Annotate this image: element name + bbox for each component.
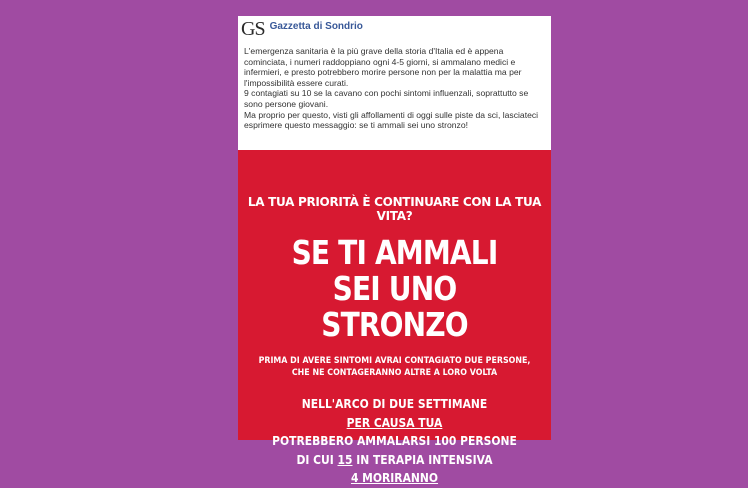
post-text [238,42,551,150]
poster-stats [260,395,529,488]
poster-question: LA TUA PRIORITÀ È CONTINUARE CON LA TUA VITA? [247,195,542,223]
headline-line-1: SE TI AMMALI [291,233,498,272]
stats-line-4-number: 15 [337,451,353,467]
subtext-line-1: PRIMA DI AVERE SINTOMI AVRAI CONTAGIATO DUE PERSONE, [258,356,531,366]
headline-line-2: SEI UNO STRONZO [321,269,468,344]
post-paragraph: L'emergenza sanitaria è la più grave della storia d'Italia ed è appena cominciata, i numeri raddoppiano ogni 4-5 giorni, si ammalano medici e infermieri, e presto potrebbero morire persone non per la malattia ma per l'impossibilità essere curati. [244,46,522,88]
post-image-poster[interactable] [238,150,551,485]
page-name-link[interactable]: Gazzetta di Sondrio [269,20,363,32]
stats-line-4-pre: DI CUI [296,451,338,467]
stats-line-5: 4 MORIRANNO [350,470,439,485]
stats-line-1: NELL'ARCO DI DUE SETTIMANE [301,396,488,411]
post-header [238,16,551,42]
stats-line-4 [260,451,529,470]
poster-subtext [257,355,532,379]
stats-line-2: PER CAUSA TUA [346,414,443,430]
stats-line-4-post: IN TERAPIA INTENSIVA [352,451,493,467]
poster-headline [261,235,527,343]
facebook-post-card [238,16,551,485]
page-logo[interactable]: GS [241,18,265,40]
stats-line-3: POTREBBERO AMMALARSI 100 PERSONE [272,433,517,448]
post-paragraph: 9 contagiati su 10 se la cavano con pochi sintomi influenzali, soprattutto se sono persone giovani. [244,88,529,109]
subtext-line-2: CHE NE CONTAGERANNO ALTRE A LORO VOLTA [291,368,498,378]
post-paragraph: Ma proprio per questo, visti gli affollamenti di oggi sulle piste da sci, lasciateci esprimere questo messaggio: se ti ammali sei uno stronzo! [244,109,539,131]
